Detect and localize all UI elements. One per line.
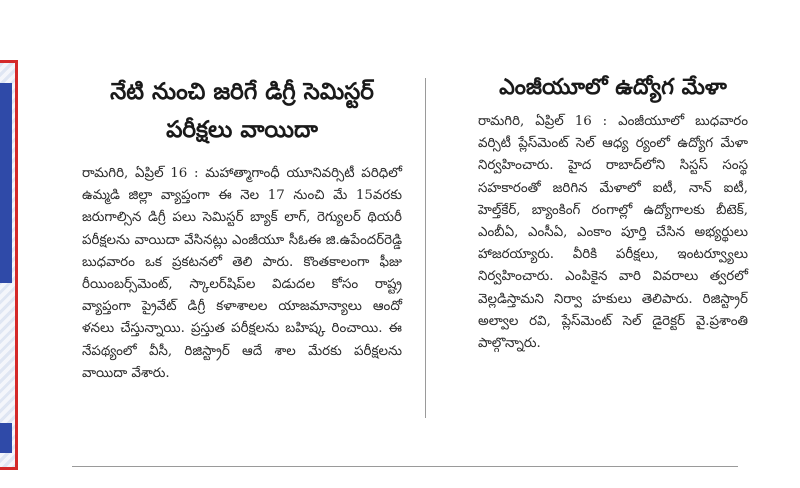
article1-headline-line1: నేటి నుంచి జరిగే డిగ్రీ సెమిస్టర్ xyxy=(110,79,374,105)
article-exam-postponed xyxy=(82,0,402,385)
column-divider xyxy=(425,78,426,418)
article1-headline xyxy=(82,73,402,149)
left-edge-blue-block xyxy=(0,83,12,283)
bottom-rule xyxy=(72,466,738,467)
left-edge-blue-block-bottom xyxy=(0,423,12,453)
article2-body: రామగిరి, ఏప్రిల్ 16 : ఎంజీయూలో బుధవారం వర్సిటీ ప్లేస్‌మెంట్ సెల్ ఆధ్య ర్యంలో ఉద్యోగ మేళా నిర్వహించారు. హైద రాబాద్‌లోని సిస్టస్ సంస్థ సహకారంతో జరిగిన మేళాలో ఐటీ, నాన్ ఐటీ, హెల్త్‌కేర్, బ్యాంకింగ్ రంగాల్లో ఉద్యోగాలకు బీటెక్, ఎంబీఏ, ఎంసీఏ, ఎంకాం పూర్తి చేసిన అభ్యర్థులు హాజరయ్యారు. వీరికి పరీక్షలు, ఇంటర్వ్యూలు నిర్వహించారు. ఎంపికైన వారి వివరాలు త్వరలో వెల్లడిస్తామని నిర్వా హకులు తెలిపారు. రిజిస్ట్రార్ అల్వాల రవి, ప్లేస్‌మెంట్ సెల్ డైరెక్టర్ వై.ప్రశాంతి పాల్గొన్నారు. xyxy=(478,114,748,352)
article1-headline-line2: పరీక్షలు వాయిదా xyxy=(166,117,318,143)
left-edge-clipping xyxy=(0,60,18,470)
article-job-mela xyxy=(478,0,748,355)
article1-body: రామగిరి, ఏప్రిల్ 16 : మహాత్మాగాంధీ యూనివర్సిటీ పరిధిలో ఉమ్మడి జిల్లా వ్యాప్తంగా ఈ నెల 17 నుంచి మే 15వరకు జరుగాల్సిన డిగ్రీ పలు సెమిస్టర్ బ్యాక్ లాగ్, రెగ్యులర్ థియరీ పరీక్షలను వాయిదా వేసినట్లు ఎంజీయూ సీఓఈ జి.ఉపేందర్‌రెడ్డి బుధవారం ఒక ప్రకటనలో తెలి పారు. కొంతకాలంగా ఫీజు రీయింబర్స్‌మెంట్, స్కాలర్‌షిప్‌ల విడుదల కోసం రాష్ట్ర వ్యాప్తంగా ప్రైవేట్ డిగ్రీ కళాశాలల యాజమాన్యాలు ఆందో ళనలు చేస్తున్నాయి. ప్రస్తుత పరీక్షలను బహిష్క రించాయి. ఈ నేపథ్యంలో వీసీ, రిజిస్ట్రార్ ఆదే శాల మేరకు పరీక్షలను వాయిదా వేశారు. xyxy=(82,166,402,381)
article2-headline: ఎంజీయూలో ఉద్యోగ మేళా xyxy=(499,75,727,100)
